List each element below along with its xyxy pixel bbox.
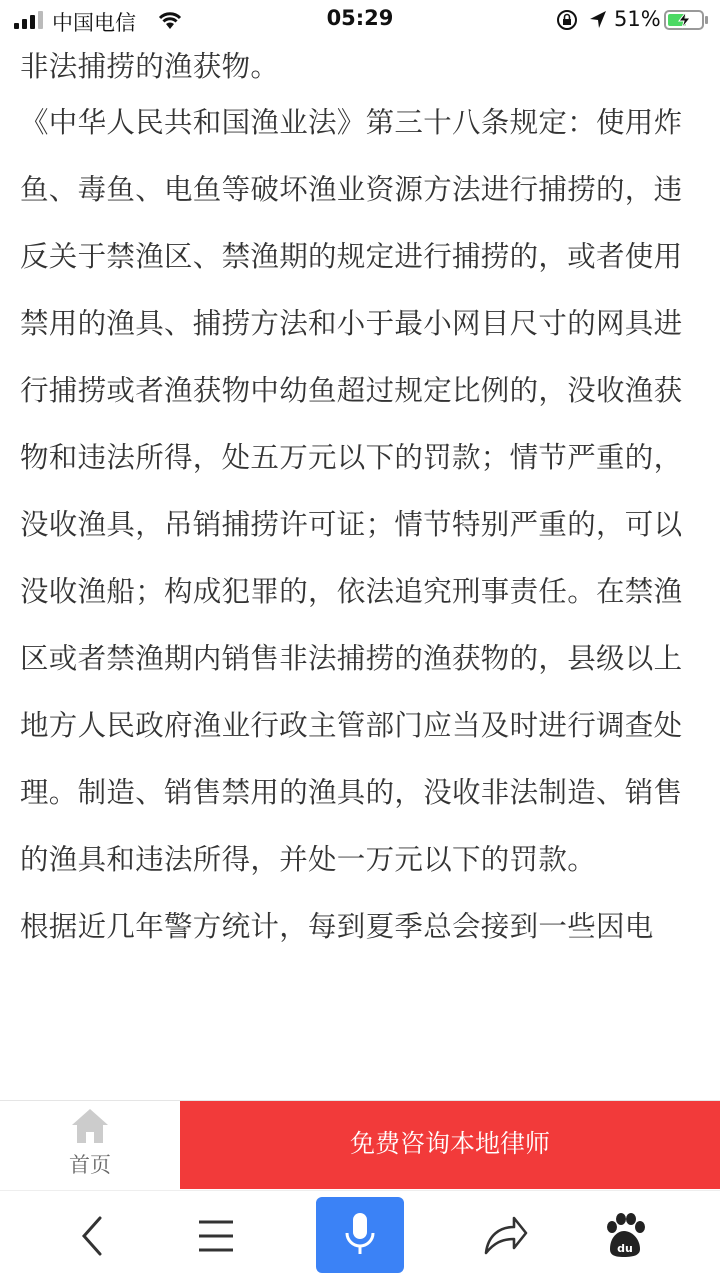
article-paragraph: 《中华人民共和国渔业法》第三十八条规定：使用炸鱼、毒鱼、电鱼等破坏渔业资源方法进行捕捞的，违反关于禁渔区、禁渔期的规定进行捕捞的，或者使用禁用的渔具、捕捞方法和小于最小网目尺寸的网具进行捕捞或者渔获物中幼鱼超过规定比例的，没收渔获物和违法所得，处五万元以下的罚款；情节严重的，没收渔具，吊销捕捞许可证；情节特别严重的，可以没收渔船；构成犯罪的，依法追究刑事责任。在禁渔区或者禁渔期内销售非法捕捞的渔获物的，县级以上地方人民政府渔业行政主管部门应当及时进行调查处理。制造、销售禁用的渔具的，没收非法制造、销售的渔具和违法所得，并处一万元以下的罚款。 — [20, 106, 683, 876]
share-icon[interactable] — [480, 1191, 530, 1281]
browser-toolbar — [0, 1190, 720, 1281]
free-consult-lawyer-button[interactable]: 免费咨询本地律师 — [180, 1101, 720, 1189]
bottom-action-bar — [0, 1100, 720, 1189]
rotation-lock-icon — [556, 9, 578, 31]
home-label: 首页 — [69, 1153, 111, 1177]
battery-charging-icon — [664, 10, 710, 30]
microphone-icon — [316, 1197, 404, 1273]
voice-search-button[interactable] — [316, 1197, 404, 1273]
home-icon — [70, 1107, 110, 1145]
svg-text:du: du — [617, 1242, 633, 1255]
battery-percent: 51% — [614, 7, 661, 31]
baidu-paw-icon[interactable] — [600, 1191, 648, 1281]
article-body — [20, 40, 700, 960]
home-button[interactable] — [0, 1101, 180, 1189]
status-bar — [0, 0, 720, 40]
carrier-name: 中国电信 — [52, 11, 136, 35]
back-icon[interactable] — [70, 1191, 114, 1281]
location-arrow-icon — [588, 9, 608, 31]
article-paragraph: 根据近几年警方统计，每到夏季总会接到一些因电 — [20, 910, 654, 943]
article-paragraph: 非法捕捞的渔获物。 — [20, 50, 280, 83]
clock: 05:29 — [326, 6, 394, 30]
menu-icon[interactable] — [194, 1191, 238, 1281]
